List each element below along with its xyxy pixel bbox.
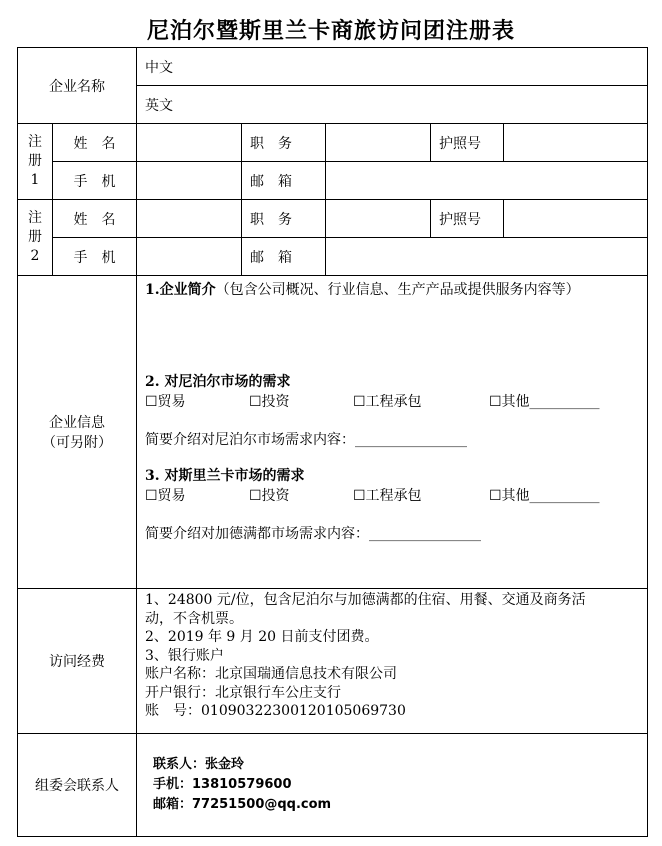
- registrant-2-title-field[interactable]: [326, 200, 431, 238]
- registrant-2-email-field[interactable]: [326, 238, 648, 276]
- fee-line: 1、24800 元/位，包含尼泊尔与加德满都的住宿、用餐、交通及商务活: [145, 592, 586, 608]
- company-info-title: 企业信息: [49, 415, 105, 431]
- registrant-2-passport-field[interactable]: [504, 200, 648, 238]
- registrant-2-row-1: [18, 200, 648, 238]
- intro-note: （包含公司概况、行业信息、生产产品或提供服务内容等）: [215, 282, 580, 298]
- registrant-1-email-field[interactable]: [326, 162, 648, 200]
- registrant-1-row-2: [18, 162, 648, 200]
- organizer-label: 组委会联系人: [18, 734, 137, 837]
- company-info-note: （可另附）: [42, 435, 112, 451]
- nepal-brief[interactable]: 简要介绍对尼泊尔市场需求内容：________________: [145, 432, 467, 448]
- account-number-line: 账 号：01090322300120105069730: [145, 703, 406, 719]
- registrant-1-passport-field[interactable]: [504, 124, 648, 162]
- registrant-1-title-field[interactable]: [326, 124, 431, 162]
- company-name-label: 企业名称: [18, 48, 137, 124]
- registrant-1-side-label: 注 册 1: [18, 124, 53, 200]
- srilanka-option-investment[interactable]: ☐投资: [249, 488, 290, 504]
- intro-heading: 1.企业简介: [145, 282, 216, 298]
- organizer-contact: [137, 734, 648, 837]
- contact-phone: 手机：13810579600: [153, 777, 292, 792]
- registrant-2-phone-field[interactable]: [137, 238, 242, 276]
- srilanka-heading: 3. 对斯里兰卡市场的需求: [145, 468, 305, 484]
- contact-person: 联系人：张金玲: [153, 757, 245, 772]
- registrant-1-phone-field[interactable]: [137, 162, 242, 200]
- fee-line: 2、2019 年 9 月 20 日前支付团费。: [145, 629, 379, 645]
- chinese-label: 中文: [145, 59, 173, 76]
- registrant-2-row-2: [18, 238, 648, 276]
- company-name-chinese-field[interactable]: [137, 48, 648, 86]
- fee-line: 3、银行账户: [145, 647, 224, 664]
- company-name-english-field[interactable]: [137, 86, 648, 124]
- srilanka-brief[interactable]: 简要介绍对加德满都市场需求内容：________________: [145, 526, 481, 542]
- nepal-heading: 2. 对尼泊尔市场的需求: [145, 374, 291, 390]
- contact-email: 邮箱：77251500@qq.com: [153, 797, 332, 812]
- visit-fee-content: [137, 589, 648, 734]
- intro-line: [145, 280, 641, 300]
- registrant-2-side-label: 注 册 2: [18, 200, 53, 276]
- nepal-option-investment[interactable]: ☐投资: [249, 394, 290, 410]
- company-info-label: [18, 276, 137, 589]
- srilanka-option-trade[interactable]: ☐贸易: [145, 488, 186, 504]
- bank-line: 开户银行：北京银行车公庄支行: [145, 684, 341, 701]
- fee-line: 动，不含机票。: [145, 610, 243, 627]
- name-label: 姓 名: [53, 124, 137, 162]
- phone-label: 手 机: [53, 238, 137, 276]
- visit-fee-label: 访问经费: [18, 589, 137, 734]
- srilanka-option-other[interactable]: ☐其他__________: [489, 488, 600, 504]
- account-name-line: 账户名称：北京国瑞通信息技术有限公司: [145, 666, 397, 682]
- registrant-1-row-1: [18, 124, 648, 162]
- page-title: 尼泊尔暨斯里兰卡商旅访问团注册表: [146, 18, 515, 44]
- registrant-1-name-field[interactable]: [137, 124, 242, 162]
- company-info-content[interactable]: [137, 276, 648, 589]
- srilanka-options: [145, 486, 641, 506]
- passport-label: 护照号: [431, 124, 504, 162]
- email-label: 邮 箱: [242, 162, 326, 200]
- nepal-option-trade[interactable]: ☐贸易: [145, 394, 186, 410]
- title-label: 职 务: [242, 200, 326, 238]
- title-label: 职 务: [242, 124, 326, 162]
- passport-label: 护照号: [431, 200, 504, 238]
- email-label: 邮 箱: [242, 238, 326, 276]
- name-label: 姓 名: [53, 200, 137, 238]
- registration-form: [17, 47, 648, 837]
- nepal-option-engineering[interactable]: ☐工程承包: [353, 394, 422, 410]
- srilanka-option-engineering[interactable]: ☐工程承包: [353, 488, 422, 504]
- nepal-option-other[interactable]: ☐其他__________: [489, 394, 600, 410]
- phone-label: 手 机: [53, 162, 137, 200]
- nepal-options: [145, 392, 641, 412]
- registrant-2-name-field[interactable]: [137, 200, 242, 238]
- english-label: 英文: [145, 97, 173, 114]
